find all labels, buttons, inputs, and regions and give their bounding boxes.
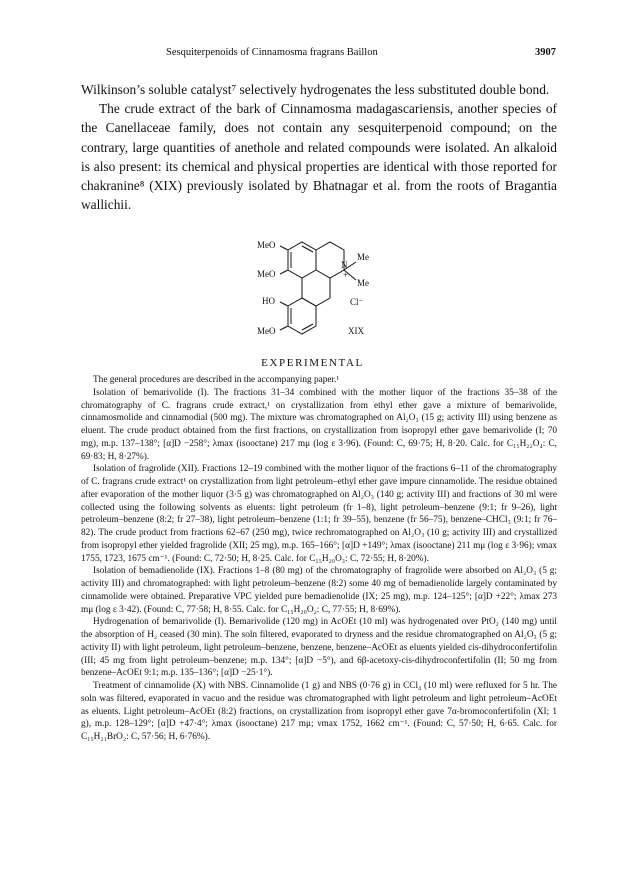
running-title: Sesquiterpenoids of Cinnamosma fragrans Baillon <box>166 47 378 58</box>
intro-text <box>81 80 557 214</box>
upper-ring <box>288 242 316 278</box>
chakranine-structure <box>240 238 390 354</box>
methoxy-label-2: MeO <box>257 269 276 279</box>
n-ring <box>316 242 344 278</box>
methyl-label-1: Me <box>357 252 369 262</box>
experimental-paragraph: Isolation of bemadienolide (IX). Fractions 1–8 (80 mg) of the chromatography of fragrolide were absorbed on Al₂O₃ (5 g; activity III) and chromatographed: with light petroleum–benzene (8:2) some 40 mg of bemadienolide largely contaminated by cinnamolide were obtained. Preparative VPC yielded pure bemadienolide (IX; 25 mg), m.p. 124–125°; [α]D +22°; λmax 273 mμ (log ε 3·42). (Found: C, 77·58; H, 8·55. Calc. for C₁₅H₂₀O₂: C, 77·55; H, 8·69%). <box>81 566 557 615</box>
methoxy-label-3: MeO <box>257 326 276 336</box>
experimental-paragraph: Isolation of bemarivolide (I). The fractions 31–34 combined with the mother liquor of the fractions 35–38 of the chromatography of C. fragrans crude extract,¹ on crystallization from ethyl ether gave a mixture of bemarivolide, cinnamosmolide and cinnamodial (500 mg). The mixture was chromatographed on Al₂O₃ (15 g; activity III) using benzene as eluent. The crude product obtained from the first fractions, on crystallization from isopropyl ether gave bemarivolide (I; 70 mg), m.p. 137–138°; [α]D −258°; λmax (isooctane) 217 mμ (log ε 3·96). (Found: C, 69·75; H, 8·20. Calc. for C₁₅H₂₂O₄: C, 69·83; H, 8·27%). <box>81 387 557 462</box>
experimental-paragraph: Hydrogenation of bemarivolide (I). Bemarivolide (120 mg) in AcOEt (10 ml) was hydrogenated over PtO₂ (140 mg) until the absorption of H₂ ceased (30 min). The soln filtered, evaporated to dryness and the residue chromatographed on Al₂O₃ (5 g; activity II) with light petroleum, light petroleum–benzene, benzene, benzene–AcOEt as eluents yielded cis-dihydroconfertifolin (III; 45 mg from light petroleum–benzene; m.p. 134°; [α]D −5°), and 6β-acetoxy-cis-dihydroconfertifolin (II; 50 mg from benzene–AcOEt 9:1; m.p. 135–136°; [α]D −25·1°). <box>81 617 557 679</box>
experimental-paragraph: The general procedures are described in the accompanying paper.¹ <box>93 375 340 385</box>
experimental-text <box>81 374 557 744</box>
methyl-label-2: Me <box>357 278 369 288</box>
page-number: 3907 <box>535 47 556 58</box>
structure-figure-xix <box>240 238 390 354</box>
chloride-label: Cl⁻ <box>350 297 364 307</box>
experimental-paragraph: Treatment of cinnamolide (X) with NBS. Cinnamolide (1 g) and NBS (0·76 g) in CCl₄ (10 ml) were refluxed for 5 hr. The soln was filtered, evaporated in vacuo and the residue was chromatographed with light petroleum and light petroleum–AcOEt as eluents. Light petroleum–AcOEt (8:2) fractions, on crystallization from isopropyl ether gave 7α-bromoconfertifolin (XI; 1 g), m.p. 128–129°; [α]D +47·4°; λmax (isooctane) 217 mμ; νmax 1752, 1662 cm⁻¹. (Found: C, 57·50; H, 6·65. Calc. for C₁₅H₂₁BrO₂: C, 57·56; H, 6·76%). <box>81 681 557 742</box>
hydroxy-label: HO <box>262 296 275 306</box>
lower-ring <box>288 298 316 334</box>
compound-number: XIX <box>348 326 364 336</box>
methoxy-label-1: MeO <box>257 240 276 250</box>
intro-paragraph-2: The crude extract of the bark of Cinnamosma madagascariensis, another species of the Canellaceae family, does not contain any sesquiterpenoid compound; on the contrary, large quantities of anethole and related compounds were isolated. An alkaloid is also present: its chemical and physical properties are identical with those reported for chakranine⁸ (XIX) previously isolated by Bhatnagar et al. from the roots of Bragantia wallichii. <box>81 101 557 213</box>
section-heading: EXPERIMENTAL <box>261 357 364 369</box>
experimental-paragraph: Isolation of fragrolide (XII). Fractions 12–19 combined with the mother liquor of the fractions 6–11 of the chromatography of C. fragrans crude extract¹ on crystallization from light petroleum–ethyl ether gave impure cinnamolide. The residue obtained after evaporation of the mother liquor (3·5 g) was chromatographed on Al₂O₃ (140 g; activity III) and fractions of 30 ml were collected using the following solvents as eluents: light petroleum (fr 1–8), light petroleum–benzene (9:1; fr 9–26), light petroleum–benzene (8:2; fr 27–38), light petroleum–benzene (1:1; fr 39–55), benzene (fr 56–75), benzene–CHCl₃ (9:1; fr 76–82). The crude product from fractions 62–67 (250 mg), twice rechromatographed on Al₂O₃ (10 g; activity III) and crystallized from isopropyl ether yielded fragrolide (XII; 25 mg), m.p. 165–166°; [α]D +149°; λmax (isooctane) 211 mμ (log ε 3·96); νmax 1755, 1723, 1675 cm⁻¹. (Found: C, 72·50; H, 8·25. Calc. for C₁₅H₂₀O₃: C, 72·55; H, 8·20%). <box>81 464 557 564</box>
intro-paragraph-1: Wilkinson’s soluble catalyst⁷ selectively hydrogenates the less substituted double bond. <box>81 82 550 97</box>
middle-ring <box>302 278 330 306</box>
positive-charge-label: + <box>343 270 349 280</box>
nitrogen-label: N <box>341 260 348 270</box>
